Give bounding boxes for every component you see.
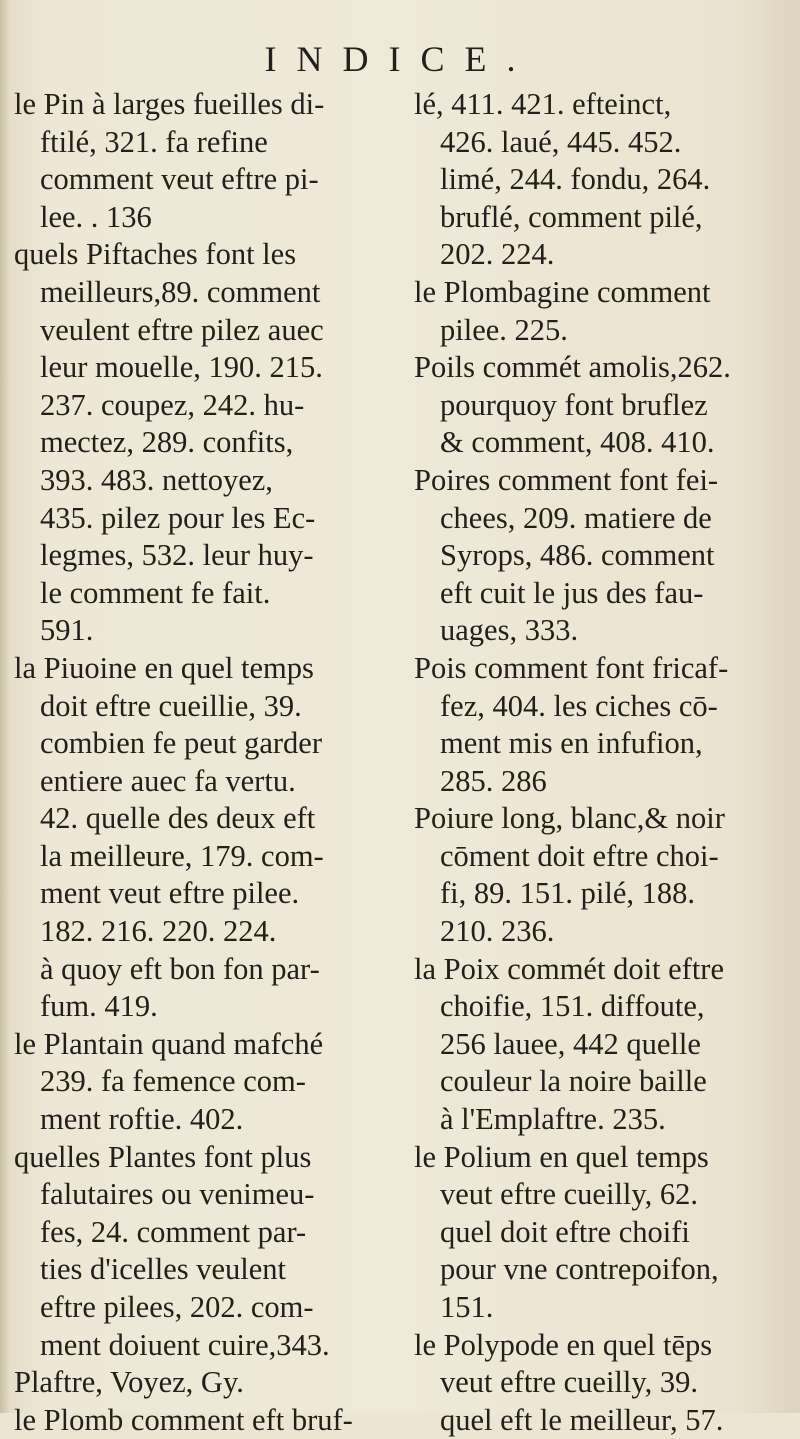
index-line: 256 lauee, 442 quelle xyxy=(440,1026,701,1061)
index-line: 393. 483. nettoyez, xyxy=(40,462,273,497)
index-entry xyxy=(414,86,786,274)
index-line: Poires comment font fei- xyxy=(414,462,719,497)
index-entry xyxy=(14,1139,374,1365)
index-line: le Pin à larges fueilles di- xyxy=(14,87,325,121)
index-line: le Polypode en quel tēps xyxy=(414,1327,713,1362)
index-line: ment veut eftre pilee. xyxy=(40,876,300,911)
index-line: ment roftie. 402. xyxy=(40,1102,244,1137)
index-line: ftilé, 321. fa refine xyxy=(40,124,268,159)
index-line: 151. xyxy=(440,1290,494,1324)
index-line: bruflé, comment pilé, xyxy=(440,199,703,234)
index-line: quels Piftaches font les xyxy=(14,237,297,272)
index-line: 42. quelle des deux eft xyxy=(40,801,316,836)
index-line: quel doit eftre choifi xyxy=(440,1214,690,1249)
index-line: meilleurs,89. comment xyxy=(40,274,321,309)
right-column xyxy=(414,86,786,1439)
index-line: la Piuoine en quel temps xyxy=(14,650,314,685)
index-line: lee. . 136 xyxy=(40,199,152,234)
index-line: la meilleure, 179. com- xyxy=(40,838,324,873)
index-line: pour vne contrepoifon, xyxy=(440,1252,719,1287)
index-line: ties d'icelles veulent xyxy=(40,1252,287,1287)
index-line: uages, 333. xyxy=(440,613,579,648)
index-line: choifie, 151. diffoute, xyxy=(440,989,705,1024)
index-line: 202. 224. xyxy=(440,237,555,272)
index-line: 435. pilez pour les Ec- xyxy=(40,500,316,535)
index-line: lé, 411. 421. efteinct, xyxy=(414,87,672,121)
index-line: 182. 216. 220. 224. xyxy=(40,914,277,949)
index-line: Pois comment font fricaf- xyxy=(414,650,729,685)
index-line: mectez, 289. confits, xyxy=(40,425,294,460)
index-line: couleur la noire baille xyxy=(440,1064,707,1099)
index-entry xyxy=(414,462,786,650)
index-line: le Polium en quel temps xyxy=(414,1139,709,1174)
index-line: Poils commét amolis,262. xyxy=(414,350,731,385)
index-line: cōment doit eftre choi- xyxy=(440,838,719,873)
index-line: quelles Plantes font plus xyxy=(14,1139,312,1174)
index-line: veut eftre cueilly, 39. xyxy=(440,1365,699,1400)
index-line: quel eft le meilleur, 57. xyxy=(440,1402,724,1437)
index-entry xyxy=(414,951,786,1139)
index-entry xyxy=(14,86,374,236)
index-line: limé, 244. fondu, 264. xyxy=(440,162,711,197)
index-line: Plaftre, Voyez, Gy. xyxy=(14,1365,244,1400)
index-line: pilee. 225. xyxy=(440,312,568,347)
index-line: 591. xyxy=(40,613,94,648)
index-line: 285. 286 xyxy=(440,763,547,798)
index-line: & comment, 408. 410. xyxy=(440,425,715,460)
index-line: veut eftre cueilly, 62. xyxy=(440,1177,699,1212)
index-entry xyxy=(414,650,786,800)
index-line: eftre pilees, 202. com- xyxy=(40,1290,314,1324)
index-line: la Poix commét doit eftre xyxy=(414,951,725,986)
index-line: leur mouelle, 190. 215. xyxy=(40,350,323,385)
index-line: entiere auec fa vertu. xyxy=(40,763,296,798)
index-line: Poiure long, blanc,& noir xyxy=(414,801,725,836)
index-line: fum. 419. xyxy=(40,989,158,1024)
index-line: le comment fe fait. xyxy=(40,575,271,610)
index-entry xyxy=(14,650,374,1026)
index-entry xyxy=(414,1327,786,1439)
index-line: fez, 404. les ciches cō- xyxy=(440,688,718,723)
left-column xyxy=(14,86,374,1439)
page-spine-shadow xyxy=(0,0,10,1413)
index-line: à l'Emplaftre. 235. xyxy=(440,1102,666,1137)
index-line: à quoy eft bon fon par- xyxy=(40,951,320,986)
index-line: fi, 89. 151. pilé, 188. xyxy=(440,876,695,911)
index-line: 239. fa femence com- xyxy=(40,1064,306,1099)
index-line: veulent eftre pilez auec xyxy=(40,312,324,347)
index-line: combien fe peut garder xyxy=(40,726,322,761)
index-entry xyxy=(414,800,786,950)
index-line: le Plombagine comment xyxy=(414,274,711,309)
index-entry xyxy=(414,1139,786,1327)
index-line: le Plomb comment eft bruf- xyxy=(14,1402,353,1437)
index-entry xyxy=(14,1402,374,1439)
index-entry xyxy=(14,1026,374,1139)
index-line: fes, 24. comment par- xyxy=(40,1214,307,1249)
index-line: doit eftre cueillie, 39. xyxy=(40,688,302,723)
index-line: ment mis en infufion, xyxy=(440,726,703,761)
index-line: ment doiuent cuire,343. xyxy=(40,1327,330,1362)
index-line: 210. 236. xyxy=(440,914,555,949)
index-line: eft cuit le jus des fau- xyxy=(440,575,704,610)
index-line: 426. laué, 445. 452. xyxy=(440,124,682,159)
index-entry xyxy=(14,236,374,650)
index-line: 237. coupez, 242. hu- xyxy=(40,387,305,422)
index-entry xyxy=(14,1364,374,1402)
index-line: falutaires ou venimeu- xyxy=(40,1177,315,1212)
index-line: legmes, 532. leur huy- xyxy=(40,538,314,573)
index-line: Syrops, 486. comment xyxy=(440,538,715,573)
index-line: le Plantain quand mafché xyxy=(14,1026,324,1061)
index-entry xyxy=(414,274,786,349)
index-line: pourquoy font bruflez xyxy=(440,387,708,422)
index-line: chees, 209. matiere de xyxy=(440,500,712,535)
index-line: comment veut eftre pi- xyxy=(40,162,319,197)
page-header: INDICE. xyxy=(264,39,536,79)
index-entry xyxy=(414,349,786,462)
